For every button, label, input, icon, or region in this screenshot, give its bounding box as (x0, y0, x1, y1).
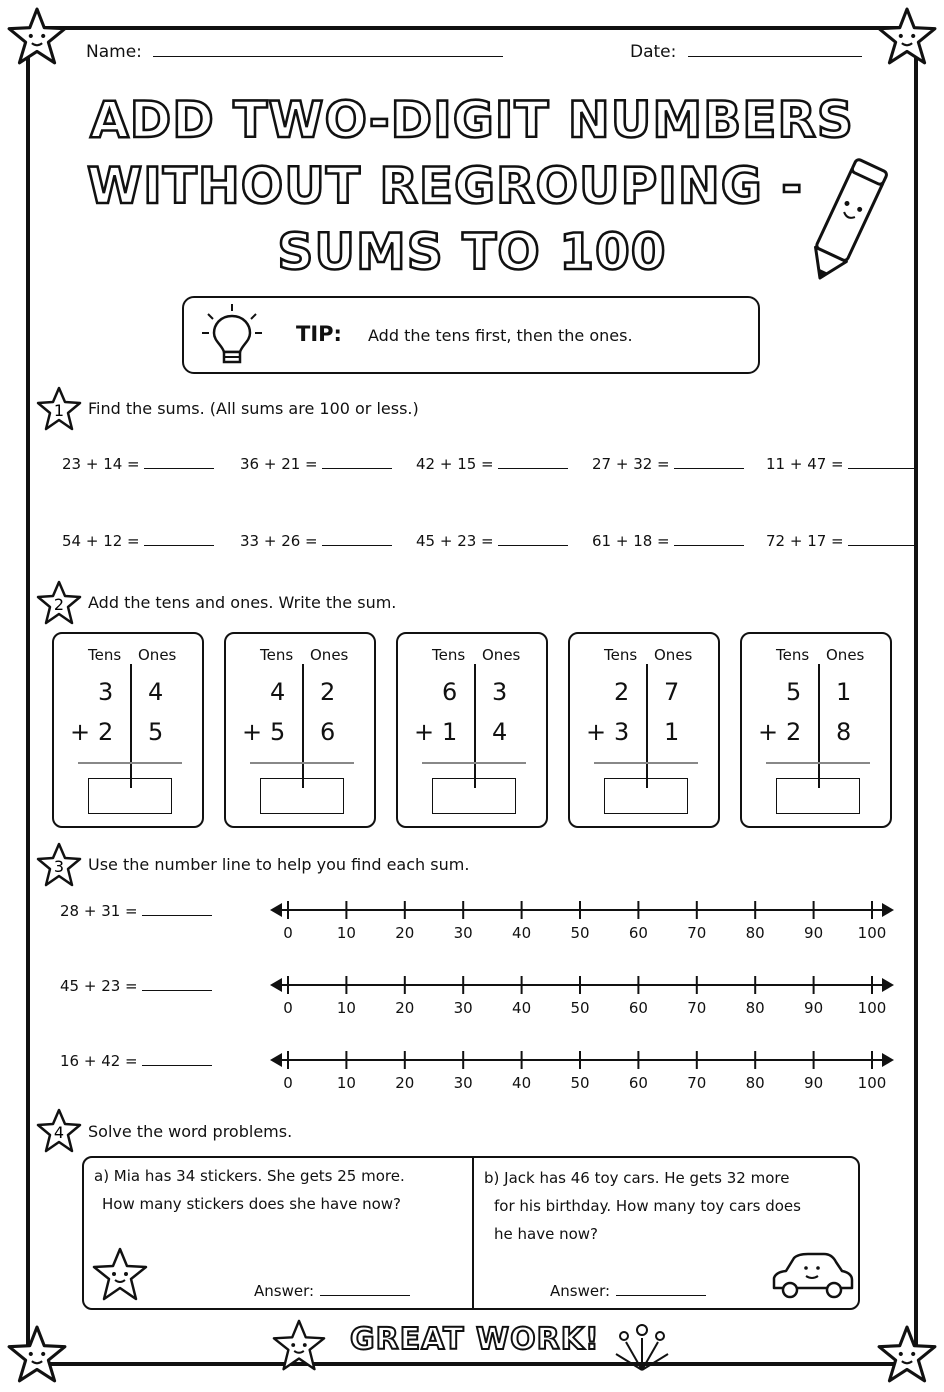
ones-label: Ones (826, 646, 865, 664)
answer-b[interactable] (550, 1282, 706, 1300)
tick-label: 50 (570, 1074, 590, 1092)
number-line-problem[interactable] (60, 1052, 212, 1070)
divider (302, 664, 304, 788)
tick-label: 0 (283, 999, 293, 1017)
sum-problem[interactable] (592, 455, 744, 473)
tick-label: 50 (570, 999, 590, 1017)
tick-label: 100 (857, 1074, 887, 1092)
digit: 4 (148, 678, 164, 706)
problem-text: 54 + 12 = (62, 532, 140, 550)
sum-problem[interactable] (240, 455, 392, 473)
answer-box[interactable] (260, 778, 344, 814)
answer-line[interactable] (498, 468, 568, 469)
tick-label: 0 (283, 924, 293, 942)
star-icon (36, 386, 82, 432)
problem-b-line-2: for his birthday. How many toy cars does (494, 1197, 801, 1215)
tick-label: 40 (512, 1074, 532, 1092)
car-icon (768, 1250, 856, 1304)
answer-line[interactable] (142, 915, 212, 916)
sum-problem[interactable] (766, 455, 918, 473)
problem-text: 45 + 23 = (416, 532, 494, 550)
place-value-card (396, 632, 548, 828)
tick-label: 30 (453, 999, 473, 1017)
sum-line (594, 762, 698, 764)
section-number: 4 (53, 1123, 65, 1142)
name-label: Name: (86, 42, 142, 62)
sum-problem[interactable] (766, 532, 918, 550)
tick-label: 70 (687, 999, 707, 1017)
tick-label: 20 (395, 924, 415, 942)
tick-label: 100 (857, 924, 887, 942)
tick-label: 60 (628, 999, 648, 1017)
problem-text: 36 + 21 = (240, 455, 318, 473)
answer-box[interactable] (604, 778, 688, 814)
number-line-problem[interactable] (60, 902, 212, 920)
tick-label: 70 (687, 1074, 707, 1092)
problem-a-line-2: How many stickers does she have now? (102, 1195, 402, 1213)
place-value-card (740, 632, 892, 828)
answer-box[interactable] (432, 778, 516, 814)
problem-text: 28 + 31 = (60, 902, 138, 920)
divider (472, 1158, 474, 1308)
tick-label: 80 (745, 924, 765, 942)
answer-box[interactable] (776, 778, 860, 814)
star-icon (36, 842, 82, 888)
tick-label: 80 (745, 1074, 765, 1092)
arrow-right (882, 978, 894, 992)
sum-line (766, 762, 870, 764)
tick-label: 60 (628, 1074, 648, 1092)
tens-label: Tens (260, 646, 294, 664)
tens-label: Tens (432, 646, 466, 664)
tick-label: 10 (336, 999, 356, 1017)
sum-line (422, 762, 526, 764)
date-line[interactable] (688, 56, 862, 57)
star-icon (876, 6, 938, 68)
digit: 3 (614, 718, 630, 746)
name-field[interactable] (86, 42, 503, 62)
problem-a-line-1: a) Mia has 34 stickers. She gets 25 more. (94, 1167, 405, 1185)
plus-sign: + (414, 718, 435, 746)
divider (646, 664, 648, 788)
plus-sign: + (242, 718, 263, 746)
answer-line[interactable] (142, 990, 212, 991)
answer-line[interactable] (322, 545, 392, 546)
problem-text: 42 + 15 = (416, 455, 494, 473)
section2-instruction: Add the tens and ones. Write the sum. (88, 593, 397, 612)
digit: 7 (664, 678, 680, 706)
tick-label: 40 (512, 999, 532, 1017)
arrow-right (882, 903, 894, 917)
tens-label: Tens (604, 646, 638, 664)
problem-text: 61 + 18 = (592, 532, 670, 550)
answer-line[interactable] (674, 545, 744, 546)
answer-label: Answer: (254, 1282, 315, 1300)
tip-box (182, 296, 760, 374)
answer-line[interactable] (848, 468, 918, 469)
sum-problem[interactable] (592, 532, 744, 550)
digit: 3 (98, 678, 114, 706)
number-line (268, 973, 896, 1023)
plus-sign: + (586, 718, 607, 746)
problem-text: 27 + 32 = (592, 455, 670, 473)
section1-instruction: Find the sums. (All sums are 100 or less.) (88, 399, 419, 418)
tick-label: 70 (687, 924, 707, 942)
tick-label: 40 (512, 924, 532, 942)
arrow-right (882, 1053, 894, 1067)
tip-label: TIP: (296, 322, 342, 346)
divider (130, 664, 132, 788)
arrow-left (270, 1053, 282, 1067)
answer-line[interactable] (848, 545, 918, 546)
tick-label: 50 (570, 924, 590, 942)
number-line (268, 1048, 896, 1098)
star-icon (36, 1108, 82, 1154)
digit: 6 (442, 678, 458, 706)
sum-line (250, 762, 354, 764)
problem-text: 72 + 17 = (766, 532, 844, 550)
ones-label: Ones (138, 646, 177, 664)
star-icon (270, 1318, 328, 1374)
digit: 3 (492, 678, 508, 706)
tick-label: 30 (453, 924, 473, 942)
answer-line[interactable] (320, 1295, 410, 1296)
pencil-icon (792, 150, 902, 290)
digit: 2 (320, 678, 336, 706)
ones-label: Ones (482, 646, 521, 664)
section-number: 3 (53, 857, 65, 876)
digit: 2 (98, 718, 114, 746)
tick-label: 90 (804, 999, 824, 1017)
star-icon (6, 1324, 68, 1386)
digit: 1 (442, 718, 458, 746)
sum-problem[interactable] (62, 532, 214, 550)
star-icon (6, 6, 68, 68)
number-line-problem[interactable] (60, 977, 212, 995)
sum-line (78, 762, 182, 764)
section-number: 1 (53, 401, 65, 420)
arrow-left (270, 903, 282, 917)
digit: 4 (492, 718, 508, 746)
tens-label: Tens (776, 646, 810, 664)
answer-line[interactable] (674, 468, 744, 469)
problem-text: 33 + 26 = (240, 532, 318, 550)
answer-label: Answer: (550, 1282, 611, 1300)
tick-label: 10 (336, 924, 356, 942)
tick-label: 20 (395, 999, 415, 1017)
problem-text: 23 + 14 = (62, 455, 140, 473)
answer-line[interactable] (142, 1065, 212, 1066)
ones-label: Ones (310, 646, 349, 664)
title-line-3: SUMS TO 100 (277, 223, 667, 281)
digit: 5 (148, 718, 164, 746)
answer-box[interactable] (88, 778, 172, 814)
digit: 5 (786, 678, 802, 706)
answer-line[interactable] (144, 468, 214, 469)
tick-label: 10 (336, 1074, 356, 1092)
name-line[interactable] (153, 56, 503, 57)
word-problems-box (82, 1156, 860, 1310)
date-field[interactable] (630, 42, 862, 62)
section-number: 2 (53, 595, 65, 614)
tick-label: 30 (453, 1074, 473, 1092)
problem-b-line-1: b) Jack has 46 toy cars. He gets 32 more (484, 1169, 790, 1187)
answer-line[interactable] (144, 545, 214, 546)
tick-label: 90 (804, 924, 824, 942)
problem-text: 11 + 47 = (766, 455, 844, 473)
answer-line[interactable] (498, 545, 568, 546)
divider (818, 664, 820, 788)
section4-instruction: Solve the word problems. (88, 1122, 293, 1141)
sum-problem[interactable] (416, 532, 568, 550)
digit: 5 (270, 718, 286, 746)
ones-label: Ones (654, 646, 693, 664)
number-line (268, 898, 896, 948)
problem-b-line-3: he have now? (494, 1225, 598, 1243)
star-icon (876, 1324, 938, 1386)
tick-label: 60 (628, 924, 648, 942)
sum-problem[interactable] (240, 532, 392, 550)
plus-sign: + (70, 718, 91, 746)
tens-label: Tens (88, 646, 122, 664)
tick-label: 0 (283, 1074, 293, 1092)
tip-text: Add the tens first, then the ones. (368, 326, 633, 345)
plus-sign: + (758, 718, 779, 746)
answer-line[interactable] (616, 1295, 706, 1296)
digit: 2 (614, 678, 630, 706)
answer-line[interactable] (322, 468, 392, 469)
tick-label: 20 (395, 1074, 415, 1092)
title-line-1: ADD TWO-DIGIT NUMBERS (90, 91, 854, 149)
problem-text: 16 + 42 = (60, 1052, 138, 1070)
problem-text: 45 + 23 = (60, 977, 138, 995)
digit: 2 (786, 718, 802, 746)
divider (474, 664, 476, 788)
star-icon (36, 580, 82, 626)
answer-a[interactable] (254, 1282, 410, 1300)
firework-icon (610, 1318, 674, 1374)
arrow-left (270, 978, 282, 992)
digit: 1 (664, 718, 680, 746)
date-label: Date: (630, 42, 677, 62)
tick-label: 100 (857, 999, 887, 1017)
sum-problem[interactable] (62, 455, 214, 473)
tick-label: 90 (804, 1074, 824, 1092)
section3-instruction: Use the number line to help you find each sum. (88, 855, 470, 874)
place-value-card (52, 632, 204, 828)
sum-problem[interactable] (416, 455, 568, 473)
digit: 8 (836, 718, 852, 746)
great-work-text: GREAT WORK! (350, 1322, 600, 1357)
title-line-2: WITHOUT REGROUPING - (87, 157, 803, 215)
digit: 6 (320, 718, 336, 746)
place-value-card (568, 632, 720, 828)
digit: 4 (270, 678, 286, 706)
lightbulb-icon (200, 302, 264, 370)
digit: 1 (836, 678, 852, 706)
place-value-card (224, 632, 376, 828)
tick-label: 80 (745, 999, 765, 1017)
star-icon (90, 1246, 150, 1304)
